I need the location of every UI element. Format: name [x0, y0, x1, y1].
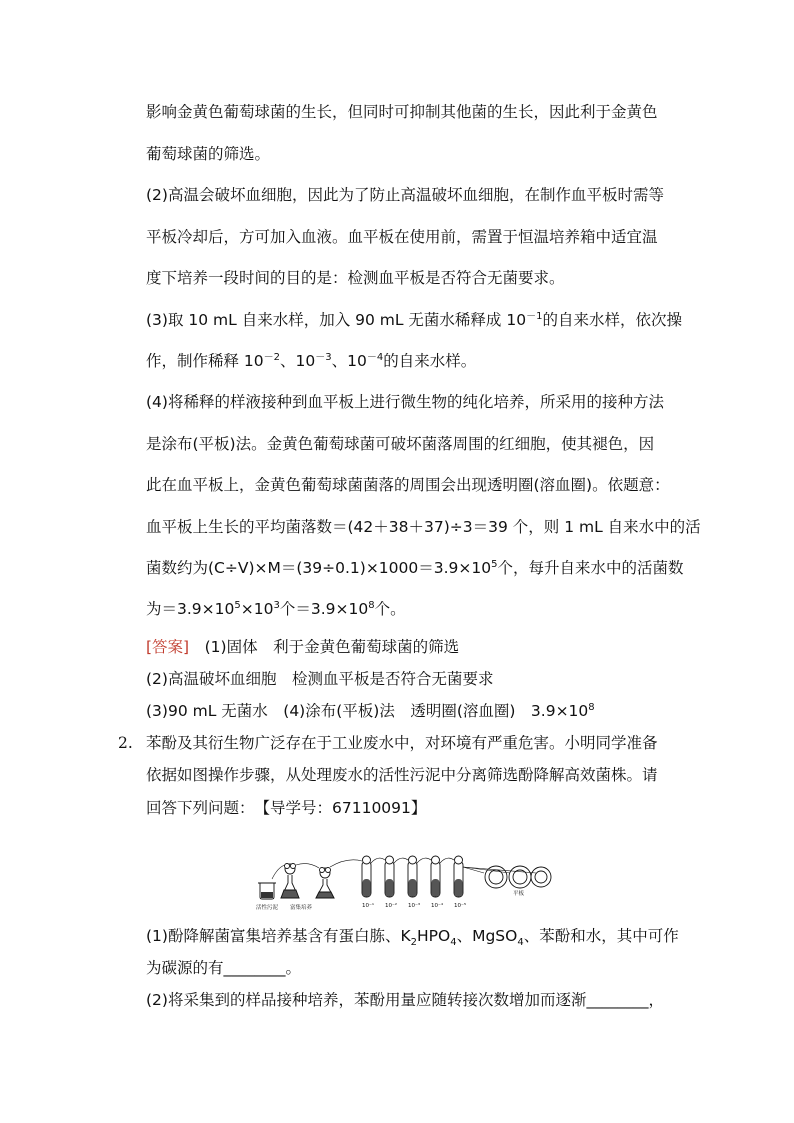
question-number: 2. — [118, 734, 133, 752]
text-line — [146, 637, 459, 657]
text: 、苯酚和水，其中可作 — [523, 927, 679, 945]
text-line: (2)高温破坏血细胞 检测血平板是否符合无菌要求 — [146, 670, 494, 688]
test-tube-icon — [385, 856, 394, 897]
flask-icon — [316, 868, 334, 899]
text: 个。 — [374, 600, 406, 618]
experiment-figure — [252, 855, 552, 915]
superscript: 8 — [368, 599, 375, 611]
dilution-label: 10⁻² — [385, 903, 398, 909]
superscript: －2 — [263, 351, 281, 363]
figure-label: 活性污泥 — [256, 905, 279, 911]
text-line — [146, 558, 684, 578]
text: HPO — [417, 927, 451, 945]
test-tube-icon — [431, 856, 440, 897]
dilution-label: 10⁻¹ — [362, 903, 375, 909]
test-tube-icon — [362, 856, 371, 897]
text-line — [146, 351, 476, 371]
text-line: (2)将采集到的样品接种培养，苯酚用量应随转接次数增加而逐渐________， — [146, 991, 664, 1009]
text-line: 苯酚及其衍生物广泛存在于工业废水中，对环境有严重危害。小明同学准备 — [146, 734, 658, 752]
test-tube-icon — [454, 856, 463, 897]
text-line — [146, 599, 406, 619]
text-line: 影响金黄色葡萄球菌的生长，但同时可抑制其他菌的生长，因此利于金黄色 — [146, 103, 658, 121]
flask-icon — [281, 864, 299, 899]
petri-dish-icon — [485, 866, 507, 888]
answer-tag: [答案] — [146, 638, 190, 656]
text-line: (4)将稀释的样液接种到血平板上进行微生物的纯化培养，所采用的接种方法 — [146, 393, 664, 411]
text-line: 依据如图操作步骤，从处理废水的活性污泥中分离筛选酚降解高效菌株。请 — [146, 766, 658, 784]
text-line: 血平板上生长的平均菌落数＝(42＋38＋37)÷3＝39 个，则 1 mL 自来水中的活 — [146, 518, 701, 536]
superscript: －1 — [526, 310, 543, 322]
dilution-label: 10⁻³ — [408, 903, 421, 909]
text-line: 为碳源的有________。 — [146, 959, 302, 977]
superscript: 5 — [234, 599, 241, 611]
text-line: 度下培养一段时间的目的是：检测血平板是否符合无菌要求。 — [146, 269, 565, 287]
superscript: －3 — [315, 351, 332, 363]
subscript: 4 — [450, 937, 457, 949]
superscript: －4 — [366, 351, 384, 363]
superscript: 3 — [273, 599, 280, 611]
text: 的自来水样。 — [383, 352, 477, 370]
text: (3)取 10 mL 自来水样，加入 90 mL 无菌水稀释成 10 — [146, 311, 527, 329]
text-line: 此在血平板上，金黄色葡萄球菌菌落的周围会出现透明圈(溶血圈)。依题意： — [146, 476, 670, 494]
text: 、10 — [280, 352, 316, 370]
text: 为＝3.9×10 — [146, 600, 235, 618]
superscript: 8 — [588, 701, 595, 713]
text-line: 是涂布(平板)法。金黄色葡萄球菌可破坏菌落周围的红细胞，使其褪色，因 — [146, 435, 655, 453]
text: 作，制作稀释 10 — [146, 352, 264, 370]
text: (1)酚降解菌富集培养基含有蛋白胨、K — [146, 927, 411, 945]
subscript: 2 — [410, 937, 417, 949]
subscript: 4 — [517, 937, 524, 949]
figure-label: 平板 — [513, 891, 525, 897]
text: 、MgSO — [456, 927, 518, 945]
text-line — [146, 310, 682, 330]
text: (3)90 mL 无菌水 (4)涂布(平板)法 透明圈(溶血圈) 3.9×10 — [146, 702, 589, 720]
text: ×10 — [240, 600, 274, 618]
text-line: (2)高温会破坏血细胞，因此为了防止高温破坏血细胞，在制作血平板时需等 — [146, 186, 664, 204]
petri-dish-icon — [509, 866, 531, 888]
beaker-icon — [258, 883, 276, 899]
text: 、10 — [331, 352, 367, 370]
figure-label: 富集培养 — [290, 905, 313, 911]
text-line: 平板冷却后，方可加入血液。血平板在使用前，需置于恒温培养箱中适宜温 — [146, 228, 658, 246]
dilution-label: 10⁻⁵ — [454, 903, 467, 909]
test-tube-icon — [408, 856, 417, 897]
text: 个，每升自来水中的活菌数 — [497, 559, 684, 577]
text-line: 葡萄球菌的筛选。 — [146, 145, 271, 163]
dilution-label: 10⁻⁴ — [431, 903, 444, 909]
text-line: 回答下列问题： 【导学号：67110091】 — [146, 799, 427, 817]
text: 个＝3.9×10 — [279, 600, 369, 618]
text: 的自来水样，依次操 — [542, 311, 682, 329]
text-line — [146, 701, 595, 721]
petri-dish-icon — [531, 867, 551, 887]
text: (1)固体 利于金黄色葡萄球菌的筛选 — [189, 638, 460, 656]
text-line — [146, 926, 679, 949]
superscript: 5 — [491, 558, 498, 570]
text: 菌数约为(C÷V)×M＝(39÷0.1)×1000＝3.9×10 — [146, 559, 492, 577]
